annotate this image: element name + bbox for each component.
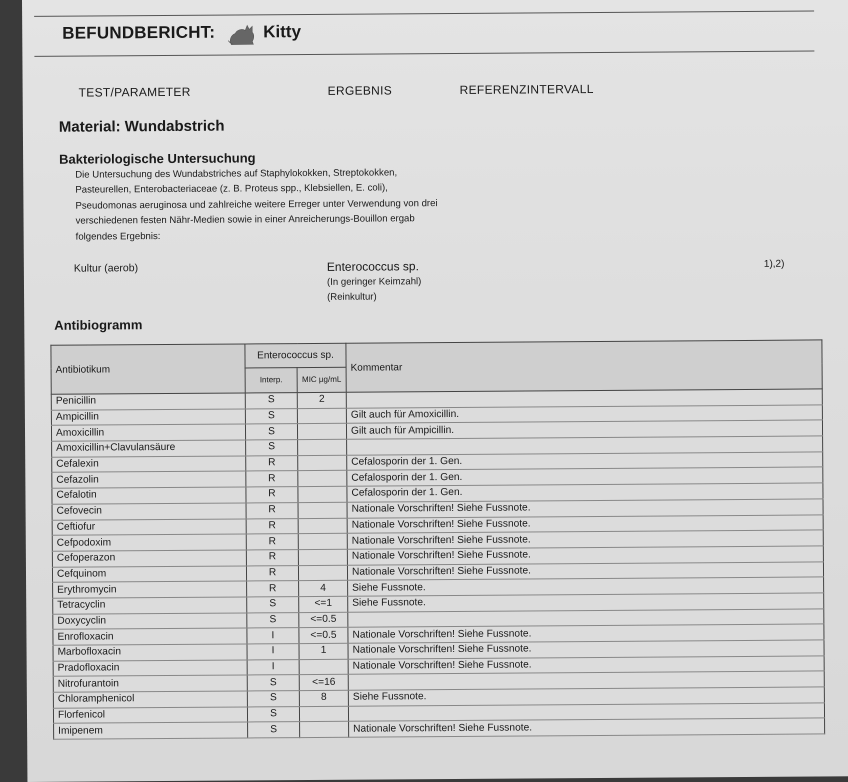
interp-cell: S <box>245 393 297 409</box>
mic-cell: <=1 <box>299 596 348 612</box>
antibiotic-cell: Cefquinom <box>52 566 246 583</box>
bakteriologie-line: Pasteurellen, Enterobacteriaceae (z. B. Proteus spp., Klebsiellen, E. coli), <box>75 182 388 197</box>
mic-cell <box>298 439 347 455</box>
interp-cell: S <box>247 675 299 691</box>
comment-cell: Nationale Vorschriften! Siehe Fussnote. <box>347 499 823 518</box>
mic-cell <box>298 471 347 487</box>
antibiotic-cell: Amoxicillin+Clavulansäure <box>52 440 246 457</box>
bakteriologie-line: Pseudomonas aeruginosa und zahlreiche weitere Erreger unter Verwendung von drei <box>75 197 438 212</box>
comment-cell: Nationale Vorschriften! Siehe Fussnote. <box>347 530 823 549</box>
cat-icon <box>227 20 257 46</box>
antibiotic-cell: Imipenem <box>54 722 248 739</box>
mic-cell <box>297 424 346 440</box>
antibiogramm-body <box>51 389 824 739</box>
mic-cell <box>298 549 347 565</box>
interp-cell: I <box>247 659 299 675</box>
mic-cell: <=0.5 <box>299 628 348 644</box>
interp-cell: R <box>246 471 298 487</box>
antibiotic-cell: Marbofloxacin <box>53 644 247 661</box>
kultur-footnote-ref: 1),2) <box>763 258 785 270</box>
patient-name: Kitty <box>263 22 302 42</box>
comment-cell: Nationale Vorschriften! Siehe Fussnote. <box>348 624 824 643</box>
antibiotic-cell: Nitrofurantoin <box>53 675 247 692</box>
comment-cell: Nationale Vorschriften! Siehe Fussnote. <box>347 514 823 533</box>
interp-cell: R <box>246 565 298 581</box>
bakteriologie-line: folgendes Ergebnis: <box>75 230 161 243</box>
antibiotic-cell: Tetracyclin <box>53 597 247 614</box>
antibiogramm-table <box>50 339 825 740</box>
top-divider <box>34 10 814 16</box>
mic-cell <box>297 408 346 424</box>
mic-cell: 1 <box>299 643 348 659</box>
mic-cell <box>298 502 347 518</box>
mic-cell <box>298 565 347 581</box>
col-kommentar: Kommentar <box>346 340 822 392</box>
antibiotic-cell: Florfenicol <box>53 707 247 724</box>
report-page <box>22 0 848 782</box>
comment-cell: Nationale Vorschriften! Siehe Fussnote. <box>348 656 824 675</box>
antibiotic-cell: Cefovecin <box>52 503 246 520</box>
mic-cell <box>298 533 347 549</box>
antibiotic-cell: Erythromycin <box>53 581 247 598</box>
mic-cell: 4 <box>299 580 348 596</box>
interp-cell: S <box>247 597 299 613</box>
mic-cell: 2 <box>297 392 346 408</box>
comment-cell: Gilt auch für Amoxicillin. <box>346 405 822 424</box>
antibiogramm-heading: Antibiogramm <box>54 317 143 333</box>
antibiotic-cell: Cefoperazon <box>52 550 246 567</box>
header-divider <box>34 50 814 56</box>
interp-cell: R <box>246 518 298 534</box>
antibiotic-cell: Enrofloxacin <box>53 628 247 645</box>
interp-cell: I <box>247 644 299 660</box>
comment-cell: Gilt auch für Ampicillin. <box>346 420 822 439</box>
interp-cell: R <box>247 581 299 597</box>
comment-cell: Cefalosporin der 1. Gen. <box>347 467 823 486</box>
mic-cell: 8 <box>299 690 348 706</box>
interp-cell: S <box>247 612 299 628</box>
interp-cell: I <box>247 628 299 644</box>
comment-cell: Nationale Vorschriften! Siehe Fussnote. <box>347 546 823 565</box>
mic-cell <box>299 706 348 722</box>
antibiotic-cell: Cefazolin <box>52 471 246 488</box>
bakteriologie-heading: Bakteriologische Untersuchung <box>59 150 256 167</box>
col-mic: MIC µg/mL <box>297 367 346 392</box>
interp-cell: S <box>245 424 297 440</box>
antibiotic-cell: Cefpodoxim <box>52 534 246 551</box>
col-interp: Interp. <box>245 368 297 393</box>
antibiotic-cell: Amoxicillin <box>51 424 245 441</box>
comment-cell: Nationale Vorschriften! Siehe Fussnote. <box>347 561 823 580</box>
comment-cell: Siehe Fussnote. <box>348 577 824 596</box>
antibiotic-cell: Cefalotin <box>52 487 246 504</box>
interp-cell: S <box>247 691 299 707</box>
comment-cell: Siehe Fussnote. <box>348 687 824 706</box>
col-organism: Enterococcus sp. <box>245 343 346 368</box>
interp-cell: R <box>246 502 298 518</box>
interp-cell: R <box>246 455 298 471</box>
comment-cell: Siehe Fussnote. <box>348 593 824 612</box>
antibiotic-cell: Pradofloxacin <box>53 660 247 677</box>
interp-cell: S <box>247 706 299 722</box>
interp-cell: S <box>248 722 300 738</box>
mic-cell <box>300 722 349 738</box>
mic-cell <box>298 486 347 502</box>
kultur-result: Enterococcus sp. <box>326 259 419 274</box>
material-heading: Material: Wundabstrich <box>58 117 225 136</box>
col-referenzintervall: REFERENZINTERVALL <box>459 82 594 97</box>
col-ergebnis: ERGEBNIS <box>327 83 393 98</box>
kultur-label: Kultur (aerob) <box>73 262 139 275</box>
mic-cell: <=0.5 <box>299 612 348 628</box>
kultur-keimzahl: (In geringer Keimzahl) <box>326 276 422 288</box>
col-test-parameter: TEST/PARAMETER <box>78 84 191 100</box>
comment-cell: Nationale Vorschriften! Siehe Fussnote. <box>349 718 825 737</box>
antibiotic-cell: Ampicillin <box>51 409 245 426</box>
mic-cell: <=16 <box>299 675 348 691</box>
interp-cell: R <box>246 487 298 503</box>
report-title: BEFUNDBERICHT: <box>62 22 216 43</box>
antibiotic-cell: Cefalexin <box>52 456 246 473</box>
interp-cell: R <box>246 549 298 565</box>
kultur-reinkultur: (Reinkultur) <box>327 291 377 303</box>
mic-cell <box>298 455 347 471</box>
bakteriologie-text <box>75 164 536 244</box>
antibiotic-cell: Doxycyclin <box>53 613 247 630</box>
comment-cell: Nationale Vorschriften! Siehe Fussnote. <box>348 640 824 659</box>
bakteriologie-line: Die Untersuchung des Wundabstriches auf Staphylokokken, Streptokokken, <box>75 167 398 181</box>
comment-cell: Cefalosporin der 1. Gen. <box>347 452 823 471</box>
interp-cell: S <box>246 440 298 456</box>
antibiotic-cell: Ceftiofur <box>52 518 246 535</box>
mic-cell <box>299 659 348 675</box>
bakteriologie-line: verschiedenen festen Nähr-Medien sowie in einer Anreicherungs-Bouillon ergab <box>75 213 415 227</box>
interp-cell: S <box>245 408 297 424</box>
col-antibiotikum: Antibiotikum <box>51 344 245 394</box>
antibiotic-cell: Penicillin <box>51 393 245 410</box>
interp-cell: R <box>246 534 298 550</box>
comment-cell: Cefalosporin der 1. Gen. <box>347 483 823 502</box>
mic-cell <box>298 518 347 534</box>
antibiotic-cell: Chloramphenicol <box>53 691 247 708</box>
